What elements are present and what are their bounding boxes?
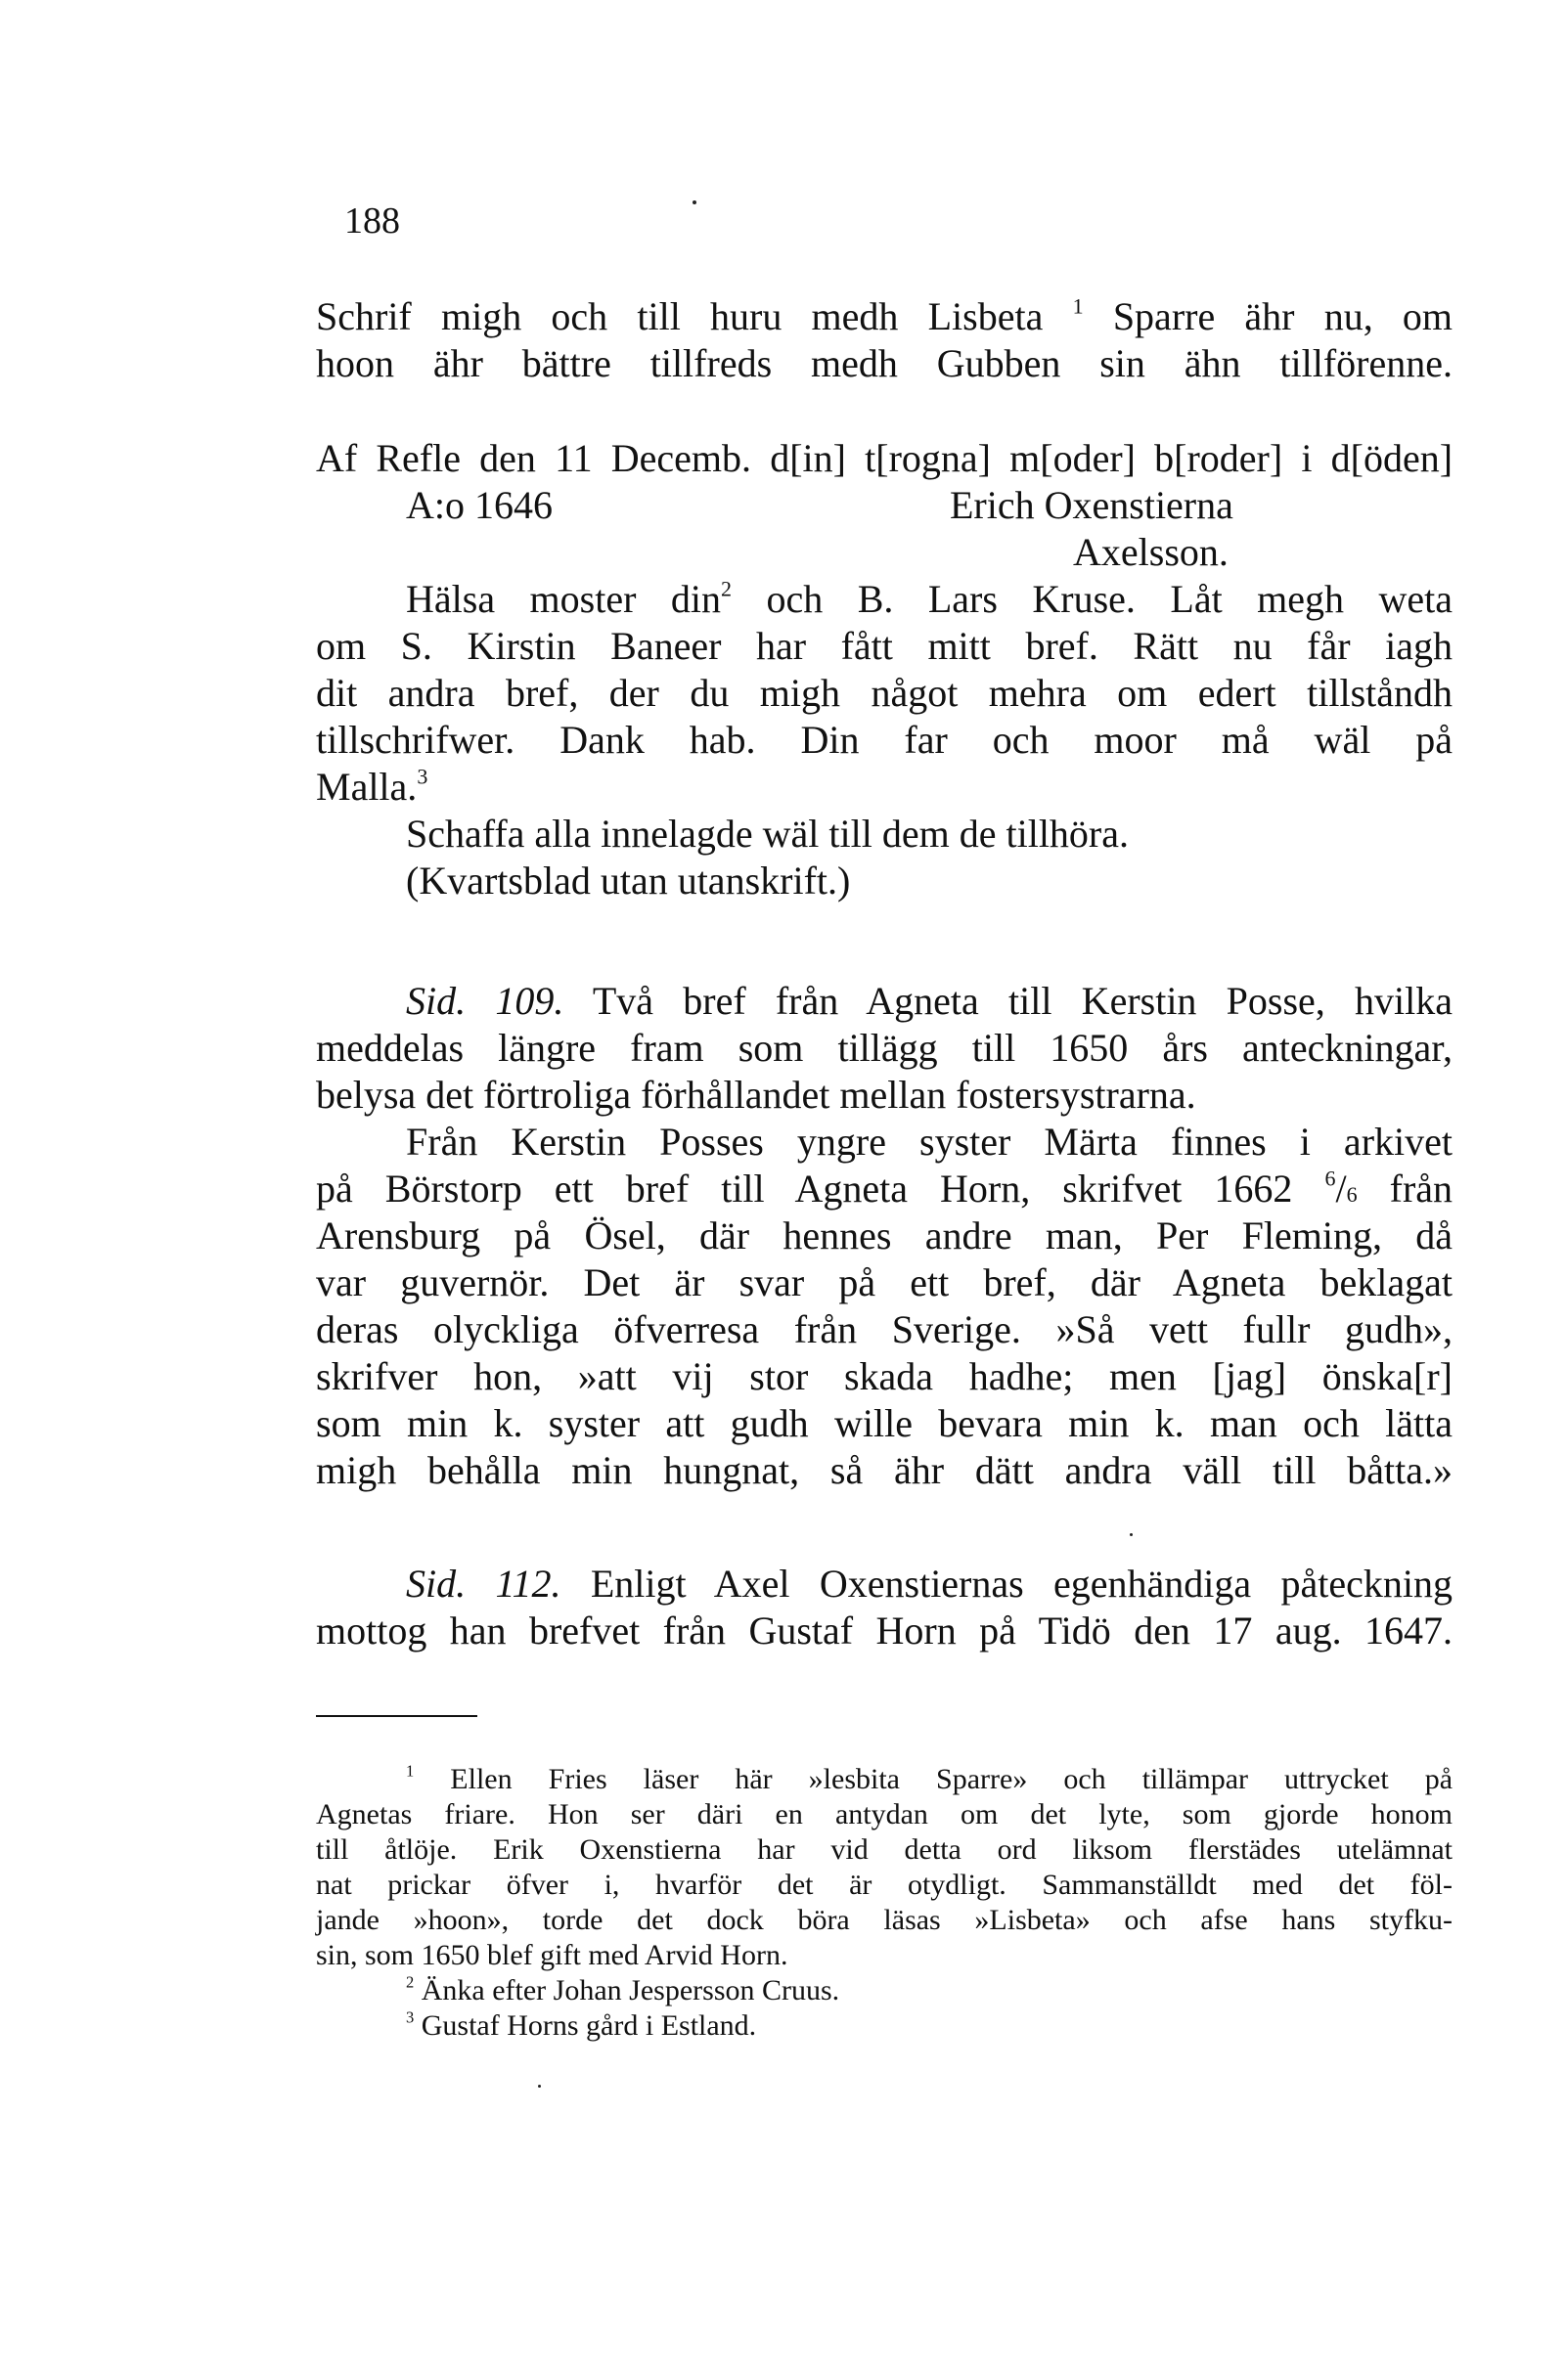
footnote-2-mark: 2 xyxy=(406,1972,415,1992)
section-112-ref: Sid. 112. xyxy=(406,1562,561,1606)
postscript-text-5: Malla. xyxy=(316,765,418,809)
footnote-2 xyxy=(406,1973,839,2008)
footnote-1-mark: 1 xyxy=(406,1761,415,1781)
print-speck xyxy=(693,200,696,204)
letter-line-1 xyxy=(316,293,1453,340)
section-109-line-3: belysa det förtroliga förhållandet mellan fostersystrarna. xyxy=(316,1073,1196,1117)
fraction-numerator: 6 xyxy=(1324,1166,1336,1191)
postscript-line-6: Schaffa alla innelagde wäl till dem de tillhöra. xyxy=(406,812,1130,856)
section-109-text-5b: från xyxy=(1389,1167,1453,1211)
postscript-line-1 xyxy=(406,576,1453,623)
postscript-text-1a: Hälsa moster din xyxy=(406,577,721,621)
footnote-ref-2: 2 xyxy=(721,576,732,601)
postscript-line-4: tillschrifwer. Dank hab. Din far och moor må wäl på xyxy=(316,718,1453,762)
fraction-denominator: 6 xyxy=(1346,1182,1358,1207)
postscript-line-7: (Kvartsblad utan utanskrift.) xyxy=(406,859,851,903)
section-109-line-9: skrifver hon, »att vij stor skada hadhe; men [jag] önska[r] xyxy=(316,1354,1453,1398)
section-109-line-5: på Börstorp ett bref till Agneta Horn, skrifvet 1662 $^6$/6 från xyxy=(316,1166,1453,1211)
section-109-ref: Sid. 109. xyxy=(406,979,564,1023)
signature-line-1 xyxy=(316,435,1453,482)
footnote-1-line-4: nat prickar öfver i, hvarför det är otydligt. Sammanställdt med det föl- xyxy=(316,1869,1453,1901)
section-109-text-5a: på Börstorp ett bref till Agneta Horn, skrifvet 1662 xyxy=(316,1167,1293,1211)
postscript-line-5 xyxy=(316,764,427,811)
postscript-line-3: dit andra bref, der du migh något mehra om edert tillståndh xyxy=(316,671,1453,715)
section-109-line-7: var guvernör. Det är svar på ett bref, där Agneta beklagat xyxy=(316,1260,1453,1304)
signature-surname: Axelsson. xyxy=(1073,530,1229,574)
section-109-line-10: som min k. syster att gudh wille bevara min k. man och lätta xyxy=(316,1401,1453,1445)
letter-line-2: hoon ähr bättre tillfreds medh Gubben sin ähn tillförenne. xyxy=(316,341,1453,385)
footnote-3 xyxy=(406,2008,756,2044)
section-109-line-6: Arensburg på Ösel, där hennes andre man, Per Fleming, då xyxy=(316,1213,1453,1257)
footnote-1-line-1 xyxy=(406,1762,1453,1797)
section-109-line-2: meddelas längre fram som tillägg till 1650 års anteckningar, xyxy=(316,1026,1453,1070)
section-109-line-4: Från Kerstin Posses yngre syster Märta finnes i arkivet xyxy=(406,1120,1453,1164)
footnote-ref-3: 3 xyxy=(417,764,428,789)
footnote-divider xyxy=(316,1715,477,1717)
letter-text-1b: Sparre ähr nu, om xyxy=(1112,294,1453,338)
footnote-3-text: Gustaf Horns gård i Estland. xyxy=(421,2009,757,2042)
footnote-1-text-1: Ellen Fries läser här »lesbita Sparre» och tillämpar uttrycket på xyxy=(450,1763,1453,1795)
footnote-3-mark: 3 xyxy=(406,2007,415,2027)
print-speck xyxy=(538,2085,541,2088)
section-109-line-1 xyxy=(406,978,1453,1025)
signature-year: A:o 1646 xyxy=(406,483,553,527)
footnote-1-line-2: Agnetas friare. Hon ser däri en antydan om det lyte, som gjorde honom xyxy=(316,1798,1453,1830)
section-112-line-2: mottog han brefvet från Gustaf Horn på Tidö den 17 aug. 1647. xyxy=(316,1609,1453,1653)
signature-name: Erich Oxenstierna xyxy=(950,483,1233,527)
footnote-1-line-3: till åtlöje. Erik Oxenstierna har vid detta ord liksom flerstädes utelämnat xyxy=(316,1833,1453,1866)
page-number: 188 xyxy=(344,200,400,242)
section-109-line-8: deras olyckliga öfverresa från Sverige. »Så vett fullr gudh», xyxy=(316,1307,1453,1351)
footnote-2-text: Änka efter Johan Jespersson Cruus. xyxy=(421,1974,840,2006)
section-109-text-1: Två bref från Agneta till Kerstin Posse, hvilka xyxy=(592,979,1453,1023)
footnote-1-line-5: jande »hoon», torde det dock böra läsas »Lisbeta» och afse hans styfku- xyxy=(316,1904,1453,1936)
print-speck xyxy=(1130,1533,1133,1536)
kinship: d[in] t[rogna] m[oder] b[roder] i d[öden] xyxy=(770,436,1453,480)
place-date: Af Refle den 11 Decemb. xyxy=(316,436,752,480)
postscript-line-2: om S. Kirstin Baneer har fått mitt bref. Rätt nu får iagh xyxy=(316,624,1453,668)
letter-text-1a: Schrif migh och till huru medh Lisbeta xyxy=(316,294,1044,338)
section-112-text-1: Enligt Axel Oxenstiernas egenhändiga påteckning xyxy=(590,1562,1453,1606)
footnote-ref-1: 1 xyxy=(1072,293,1084,319)
postscript-text-1b: och B. Lars Kruse. Låt megh weta xyxy=(766,577,1453,621)
footnote-1-line-6: sin, som 1650 blef gift med Arvid Horn. xyxy=(316,1939,788,1971)
section-112-line-1 xyxy=(406,1561,1453,1608)
section-109-line-11: migh behålla min hungnat, så ähr dätt andra väll till båtta.» xyxy=(316,1448,1453,1492)
